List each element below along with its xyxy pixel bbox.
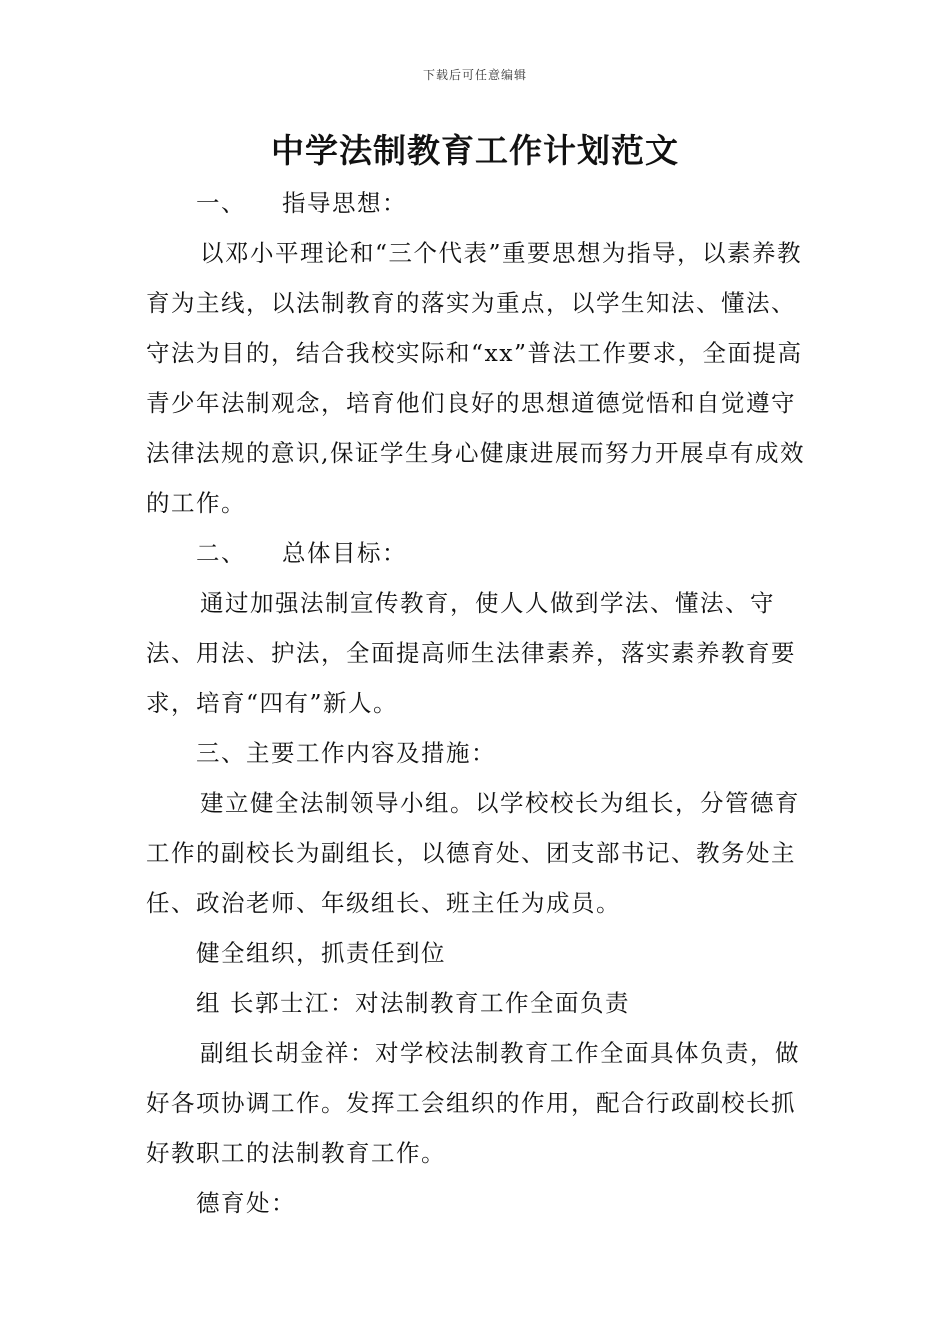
section-1-heading: [146, 178, 816, 228]
header-note: 下载后可任意编辑: [422, 68, 527, 82]
section-2-title: 总体目标：: [282, 539, 407, 567]
section-1-title: 指导思想：: [282, 189, 407, 217]
section-3-department: 德育处：: [196, 1189, 296, 1217]
section-3-paragraph: 建立健全法制领导小组。以学校校长为组长，分管德育工作的副校长为副组长，以德育处、团支部书记、教务处主任、政治老师、年级组长、班主任为成员。: [146, 789, 800, 917]
section-2-heading: [146, 528, 816, 578]
section-1-number: 一、: [196, 189, 246, 217]
section-1-paragraph: 以邓小平理论和“三个代表”重要思想为指导，以素养教育为主线，以法制教育的落实为重点，以学生知法、懂法、守法为目的，结合我校实际和“xx”普法工作要求，全面提高青少年法制观念，培育他们良好的思想道德觉悟和自觉遵守法律法规的意识,保证学生身心健康进展而努力开展卓有成效的工作。: [146, 239, 805, 517]
section-2-paragraph: 通过加强法制宣传教育，使人人做到学法、懂法、守法、用法、护法，全面提高师生法律素养，落实素养教育要求，培育“四有”新人。: [146, 589, 796, 717]
section-3-deputy: 副组长胡金祥：对学校法制教育工作全面具体负责，做好各项协调工作。发挥工会组织的作用，配合行政副校长抓好教职工的法制教育工作。: [146, 1039, 800, 1167]
document-body: [146, 178, 816, 1228]
section-3-subheading: 健全组织，抓责任到位: [196, 939, 446, 967]
section-3-heading: 三、主要工作内容及措施：: [196, 739, 496, 767]
page-title: 中学法制教育工作计划范文: [271, 131, 679, 170]
section-2-number: 二、: [196, 539, 246, 567]
section-3-leader: 组 长郭士江：对法制教育工作全面负责: [196, 989, 630, 1017]
